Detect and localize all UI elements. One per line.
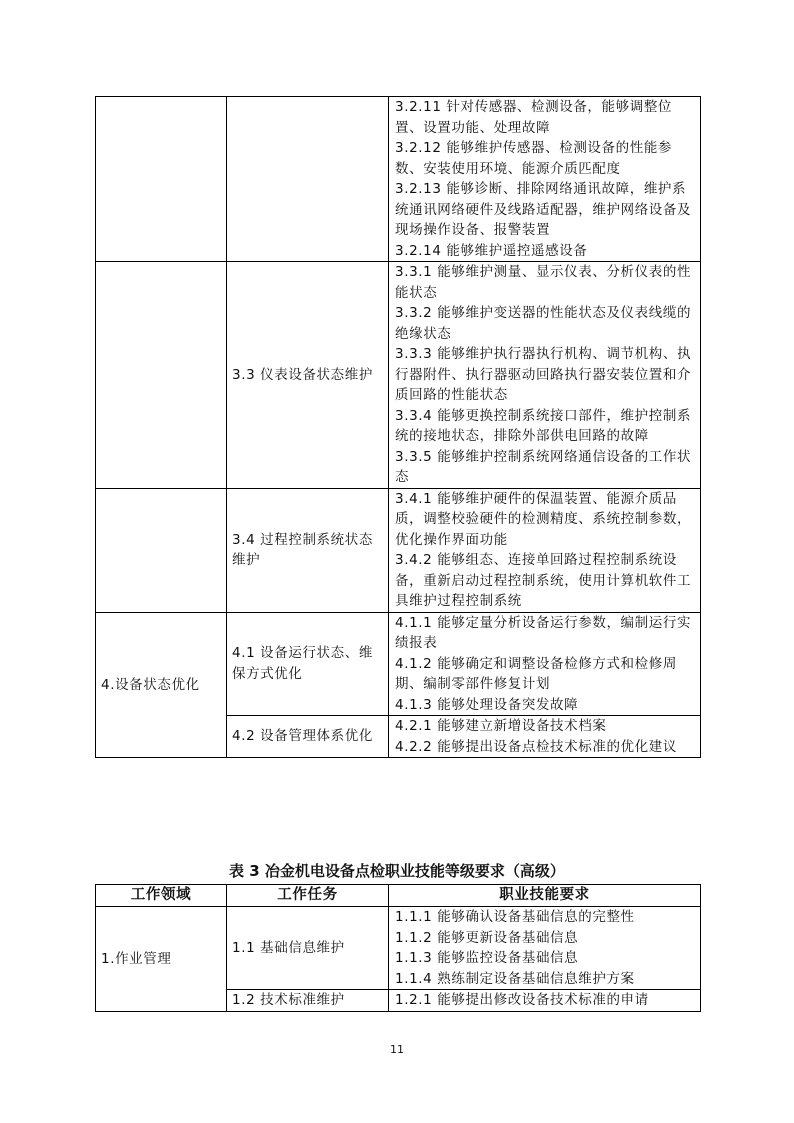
requirement-item: 1.1.1 能够确认设备基础信息的完整性 xyxy=(395,909,635,925)
requirement-item: 3.3.3 能够维护执行器执行机构、调节机构、执行器附件、执行器驱动回路执行器安装位置和介质回路的性能状态 xyxy=(395,346,692,403)
requirement-item: 3.2.11 针对传感器、检测设备，能够调整位置、设置功能、处理故障 xyxy=(395,99,673,136)
requirement-item: 1.2.1 能够提出修改设备技术标准的申请 xyxy=(395,992,649,1008)
table-row xyxy=(96,488,701,612)
domain-cell-empty xyxy=(96,488,227,612)
task-cell: 4.2 设备管理体系优化 xyxy=(227,716,389,758)
requirement-item: 3.4.1 能够维护硬件的保温装置、能源介质品质，调整校验硬件的检测精度、系统控制参数，优化操作界面功能 xyxy=(395,490,692,548)
page-number: 11 xyxy=(390,1043,404,1056)
table-row xyxy=(96,97,701,262)
header-requirements: 职业技能要求 xyxy=(389,885,701,907)
requirement-item: 3.3.4 能够更换控制系统接口部件，维护控制系统的接地状态，排除外部供电回路的故障 xyxy=(395,407,692,444)
requirement-item: 4.1.3 能够处理设备突发故障 xyxy=(395,696,579,713)
task-cell: 1.2 技术标准维护 xyxy=(227,990,389,1012)
requirements-cell xyxy=(389,907,701,990)
table-row xyxy=(96,262,701,489)
requirement-item: 4.1.2 能够确定和调整设备检修方式和检修周期、编制零部件修复计划 xyxy=(395,655,677,692)
task-cell-empty xyxy=(227,97,389,262)
domain-cell-empty xyxy=(96,262,227,489)
requirements-cell xyxy=(389,612,701,716)
requirement-item: 3.2.12 能够维护传感器、检测设备的性能参数、安装使用环境、能源介质匹配度 xyxy=(395,140,673,177)
task-cell: 1.1 基础信息维护 xyxy=(227,907,389,990)
requirement-item: 3.3.2 能够维护变送器的性能状态及仪表线缆的绝缘状态 xyxy=(395,305,692,342)
requirements-cell xyxy=(389,716,701,758)
task-cell: 3.4 过程控制系统状态维护 xyxy=(227,488,389,612)
requirement-item: 1.1.4 熟练制定设备基础信息维护方案 xyxy=(395,970,635,987)
requirement-item: 1.1.2 能够更新设备基础信息 xyxy=(395,929,579,946)
table-row xyxy=(96,907,701,990)
header-domain: 工作领域 xyxy=(96,885,227,907)
requirement-item: 4.1.1 能够定量分析设备运行参数，编制运行实绩报表 xyxy=(395,614,692,651)
skills-table-continued xyxy=(95,96,701,758)
task-cell: 4.1 设备运行状态、维保方式优化 xyxy=(227,612,389,716)
requirement-item: 4.2.1 能够建立新增设备技术档案 xyxy=(395,718,607,734)
requirements-cell xyxy=(389,488,701,612)
header-task: 工作任务 xyxy=(227,885,389,907)
requirements-cell xyxy=(389,990,701,1012)
requirement-item: 3.3.1 能够维护测量、显示仪表、分析仪表的性能状态 xyxy=(395,264,692,301)
requirement-item: 3.2.13 能够诊断、排除网络通讯故障，维护系统通讯网络硬件及线路适配器，维护网络设备及现场操作设备、报警装置 xyxy=(395,181,692,238)
table-header-row xyxy=(96,885,701,907)
domain-cell-empty xyxy=(96,97,227,262)
table-caption: 表 3 冶金机电设备点检职业技能等级要求（高级） xyxy=(229,862,565,880)
requirement-item: 4.2.2 能够提出设备点检技术标准的优化建议 xyxy=(395,738,677,755)
skills-table-advanced xyxy=(95,884,701,1012)
task-cell: 3.3 仪表设备状态维护 xyxy=(227,262,389,489)
requirements-cell xyxy=(389,262,701,489)
domain-cell: 1.作业管理 xyxy=(96,907,227,1012)
domain-cell: 4.设备状态优化 xyxy=(96,612,227,758)
table-row xyxy=(96,612,701,716)
requirement-item: 1.1.3 能够监控设备基础信息 xyxy=(395,950,579,966)
requirement-item: 3.3.5 能够维护控制系统网络通信设备的工作状态 xyxy=(395,448,692,485)
requirements-cell xyxy=(389,97,701,262)
requirement-item: 3.2.14 能够维护遥控遥感设备 xyxy=(395,242,588,259)
requirement-item: 3.4.2 能够组态、连接单回路过程控制系统设备，重新启动过程控制系统，使用计算机软件工具维护过程控制系统 xyxy=(395,552,692,609)
